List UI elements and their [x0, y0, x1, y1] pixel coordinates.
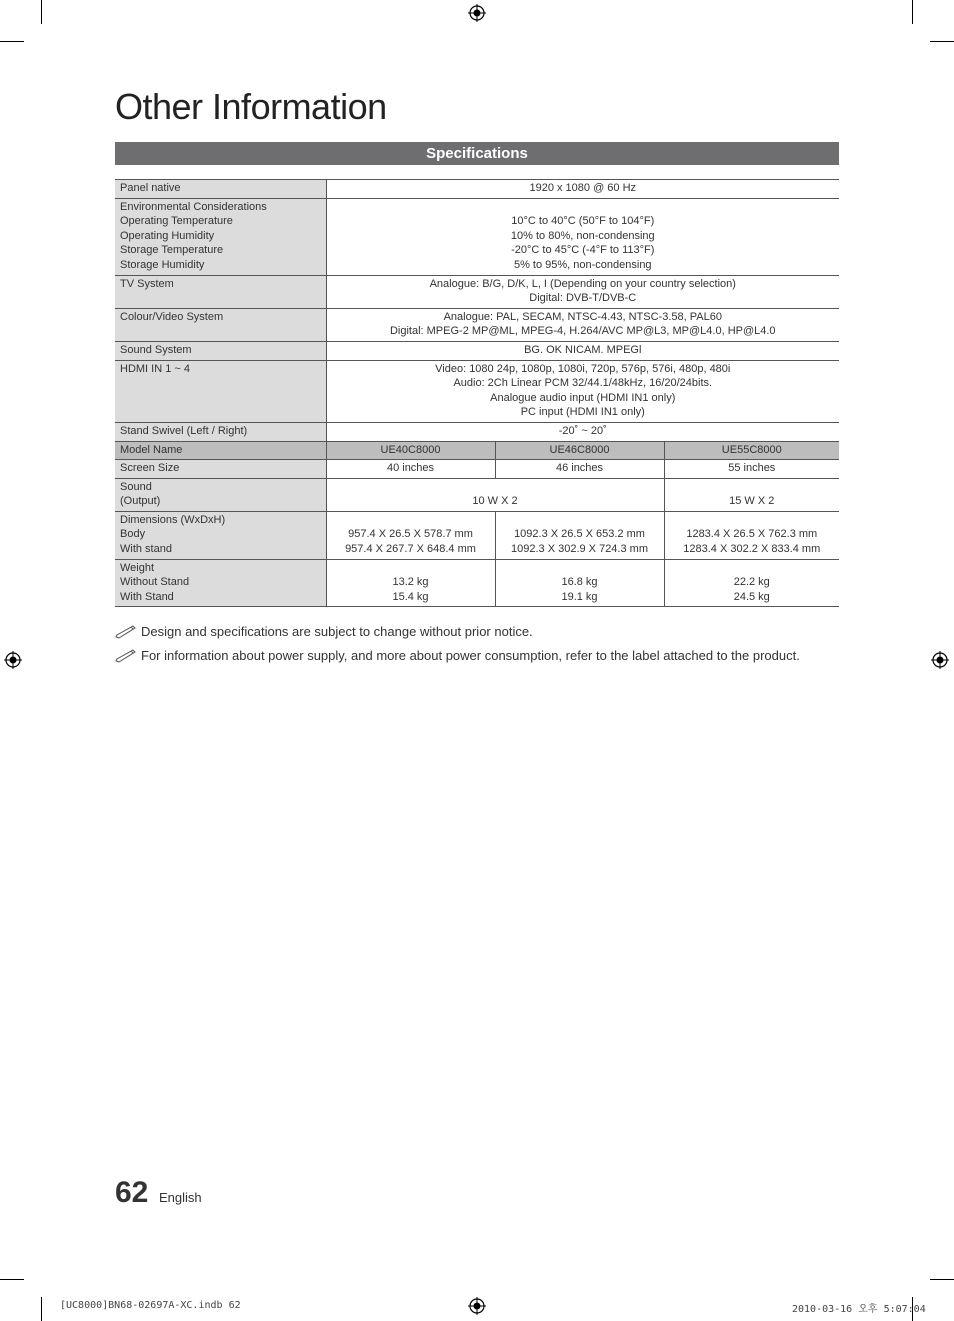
value-line: Audio: 2Ch Linear PCM 32/44.1/48kHz, 16/20/24bits.	[453, 377, 713, 390]
table-row-model-name	[115, 441, 839, 460]
table-row-dimensions	[115, 511, 839, 559]
table-row-sound	[115, 478, 839, 511]
pencil-note-icon	[115, 649, 137, 663]
value-cell: 55 inches	[664, 460, 839, 479]
value-line: -20˚ ~ 20˚	[558, 424, 607, 437]
note-text: Design and specifications are subject to change without prior notice.	[141, 624, 533, 639]
value-cell	[326, 275, 839, 308]
label-line: Storage Humidity	[120, 258, 205, 271]
row-label	[115, 511, 326, 559]
page-number: 62	[115, 1176, 149, 1209]
crop-mark	[41, 1297, 42, 1321]
table-row	[115, 198, 839, 275]
label-line: Dimensions (WxDxH)	[120, 513, 226, 526]
value-line: 1920 x 1080 @ 60 Hz	[529, 182, 637, 194]
value-cell	[326, 198, 839, 275]
table-row-screen-size	[115, 460, 839, 479]
value-line: 957.4 X 267.7 X 648.4 mm	[345, 543, 476, 556]
registration-mark-icon	[931, 651, 949, 669]
value-line: 19.1 kg	[561, 590, 598, 603]
note-text: For information about power supply, and more about power consumption, refer to the label attached to the product.	[141, 648, 800, 663]
crop-mark	[0, 41, 24, 42]
value-cell: 15 W X 2	[664, 478, 839, 511]
value-cell	[326, 180, 839, 199]
value-line: Analogue: PAL, SECAM, NTSC-4.43, NTSC-3.58, PAL60	[443, 310, 722, 323]
value-cell	[664, 511, 839, 559]
row-label	[115, 360, 326, 422]
label-line: Weight	[120, 561, 155, 574]
value-line: 1283.4 X 26.5 X 762.3 mm	[686, 528, 818, 541]
value-cell: 46 inches	[495, 460, 664, 479]
value-line: 22.2 kg	[733, 576, 770, 589]
value-line: Digital: DVB-T/DVB-C	[529, 292, 637, 305]
row-label: Screen Size	[115, 460, 326, 479]
value-line: 24.5 kg	[733, 590, 770, 603]
table-row	[115, 360, 839, 422]
label-line: TV System	[120, 277, 174, 290]
row-label	[115, 341, 326, 360]
crop-mark	[912, 0, 913, 24]
value-line: 1092.3 X 302.9 X 724.3 mm	[511, 543, 648, 556]
label-line: Sound	[120, 480, 152, 493]
page-title: Other Information	[115, 86, 387, 127]
value-cell	[326, 360, 839, 422]
page-language: English	[159, 1190, 202, 1205]
label-line: Environmental Considerations	[120, 200, 267, 213]
model-cell: UE46C8000	[495, 441, 664, 460]
value-line: 1092.3 X 26.5 X 653.2 mm	[514, 528, 645, 541]
spec-table	[115, 179, 839, 607]
value-cell	[326, 559, 495, 607]
note	[115, 648, 800, 663]
crop-mark	[930, 41, 954, 42]
value-line: 10% to 80%, non-condensing	[510, 229, 655, 242]
table-row	[115, 275, 839, 308]
value-line: Digital: MPEG-2 MP@ML, MPEG-4, H.264/AVC MP@L3, MP@L4.0, HP@L4.0	[389, 325, 776, 338]
row-label	[115, 478, 326, 511]
model-cell: UE40C8000	[326, 441, 495, 460]
table-row	[115, 180, 839, 199]
table-row	[115, 308, 839, 341]
label-line: With stand	[120, 543, 172, 556]
value-cell	[326, 341, 839, 360]
label-line: Without Stand	[120, 576, 190, 589]
value-line: Video: 1080 24p, 1080p, 1080i, 720p, 576p, 576i, 480p, 480i	[435, 362, 731, 375]
value-line: 10°C to 40°C (50°F to 104°F)	[511, 215, 655, 228]
value-line: 15.4 kg	[392, 590, 429, 603]
value-line: 5% to 95%, non-condensing	[513, 258, 652, 271]
row-label	[115, 180, 326, 199]
value-cell	[495, 559, 664, 607]
value-cell	[495, 511, 664, 559]
value-line: Analogue audio input (HDMI IN1 only)	[490, 391, 676, 404]
registration-mark-icon	[468, 4, 486, 22]
model-cell: UE55C8000	[664, 441, 839, 460]
value-line: 957.4 X 26.5 X 578.7 mm	[348, 528, 473, 541]
value-cell	[326, 308, 839, 341]
row-label	[115, 559, 326, 607]
value-cell	[326, 422, 839, 441]
label-line: Sound System	[120, 343, 192, 356]
footer-timestamp: 2010-03-16 오후 5:07:04	[792, 1304, 926, 1315]
row-label	[115, 275, 326, 308]
value-line: 16.8 kg	[561, 576, 598, 589]
row-label	[115, 422, 326, 441]
crop-mark	[0, 1279, 24, 1280]
value-line: Analogue: B/G, D/K, L, I (Depending on your country selection)	[429, 277, 736, 290]
label-line: Panel native	[120, 182, 181, 194]
label-line: Operating Temperature	[120, 215, 233, 228]
pencil-note-icon	[115, 625, 137, 639]
note	[115, 624, 533, 639]
value-cell: 40 inches	[326, 460, 495, 479]
label-line: (Output)	[120, 495, 161, 508]
crop-mark	[41, 0, 42, 24]
label-line: Storage Temperature	[120, 244, 224, 257]
value-line: PC input (HDMI IN1 only)	[520, 406, 645, 419]
label-line: With Stand	[120, 590, 174, 603]
value-line: 1283.4 X 302.2 X 833.4 mm	[683, 543, 821, 556]
row-label	[115, 198, 326, 275]
registration-mark-icon	[4, 651, 22, 669]
label-line: Colour/Video System	[120, 310, 224, 323]
label-line: Stand Swivel (Left / Right)	[120, 424, 248, 437]
section-header: Specifications	[115, 142, 839, 165]
footer-file-info: [UC8000]BN68-02697A-XC.indb 62	[60, 1300, 241, 1311]
table-row-weight	[115, 559, 839, 607]
value-line: 13.2 kg	[392, 576, 429, 589]
table-row	[115, 422, 839, 441]
label-line: HDMI IN 1 ~ 4	[120, 362, 190, 375]
row-label	[115, 308, 326, 341]
value-cell	[326, 511, 495, 559]
value-line: -20°C to 45°C (-4°F to 113°F)	[511, 244, 655, 257]
row-label: Model Name	[115, 441, 326, 460]
table-row	[115, 341, 839, 360]
label-line: Body	[120, 528, 146, 541]
value-cell	[664, 559, 839, 607]
label-line: Operating Humidity	[120, 229, 215, 242]
crop-mark	[930, 1279, 954, 1280]
value-cell: 10 W X 2	[326, 478, 664, 511]
registration-mark-icon	[468, 1297, 486, 1315]
value-line: BG. OK NICAM. MPEGl	[524, 343, 642, 356]
